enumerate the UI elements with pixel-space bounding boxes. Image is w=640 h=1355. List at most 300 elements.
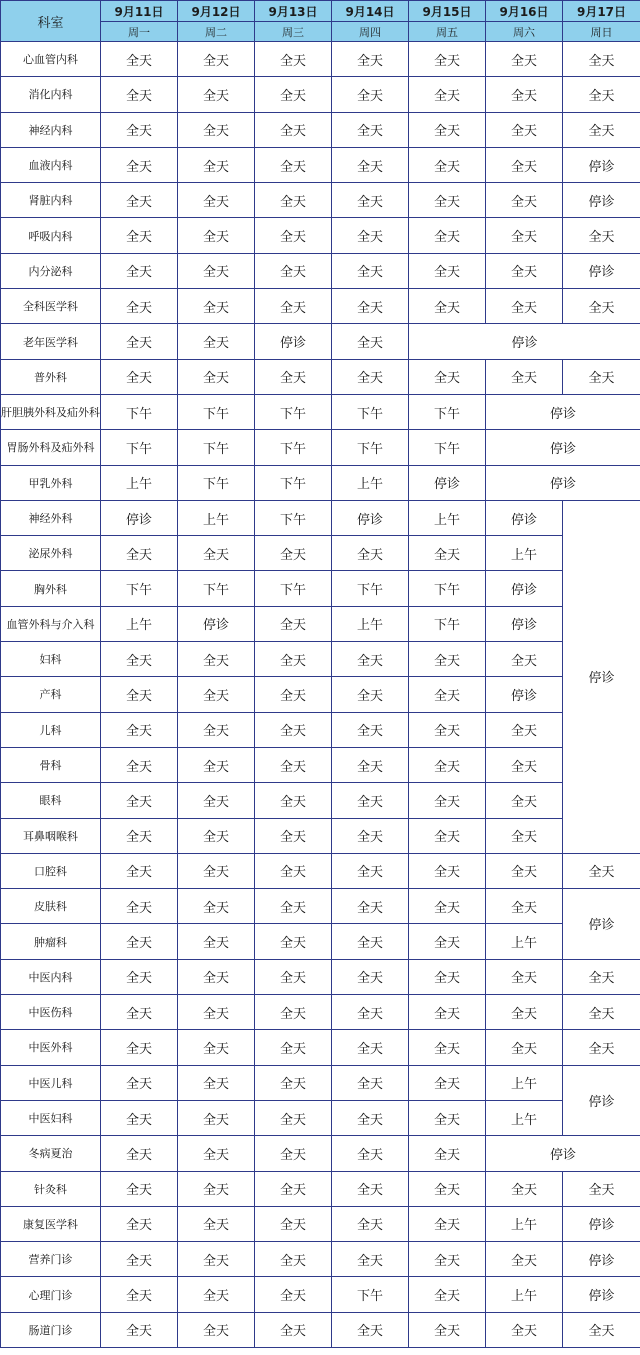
schedule-cell: 全天 [486, 77, 563, 112]
table-row [1, 818, 640, 853]
schedule-cell: 全天 [178, 183, 255, 218]
schedule-cell: 下午 [255, 465, 332, 500]
date-header: 9月17日 [563, 1, 640, 22]
schedule-cell: 全天 [255, 747, 332, 782]
department-name: 肿瘤科 [1, 924, 101, 959]
weekday-header: 周四 [332, 22, 409, 42]
table-row [1, 995, 640, 1030]
schedule-cell: 上午 [332, 606, 409, 641]
schedule-cell: 全天 [101, 1100, 178, 1135]
schedule-cell: 全天 [409, 253, 486, 288]
schedule-cell: 上午 [332, 465, 409, 500]
schedule-cell: 上午 [101, 465, 178, 500]
schedule-cell: 全天 [101, 995, 178, 1030]
schedule-cell: 全天 [332, 1312, 409, 1347]
department-name: 中医伤科 [1, 995, 101, 1030]
schedule-cell: 停诊 [563, 1242, 640, 1277]
table-row [1, 42, 640, 77]
schedule-cell: 全天 [486, 783, 563, 818]
table-row [1, 889, 640, 924]
schedule-cell: 全天 [486, 747, 563, 782]
weekday-header: 周日 [563, 22, 640, 42]
schedule-cell: 停诊 [563, 183, 640, 218]
schedule-cell: 停诊 [255, 324, 332, 359]
schedule-cell: 全天 [332, 253, 409, 288]
weekday-header: 周二 [178, 22, 255, 42]
schedule-cell: 全天 [255, 112, 332, 147]
dept-column-header: 科室 [1, 1, 101, 42]
table-row [1, 747, 640, 782]
department-name: 胸外科 [1, 571, 101, 606]
department-name: 中医内科 [1, 959, 101, 994]
schedule-cell: 全天 [332, 924, 409, 959]
schedule-cell: 全天 [486, 359, 563, 394]
department-name: 老年医学科 [1, 324, 101, 359]
schedule-cell: 全天 [563, 1171, 640, 1206]
schedule-cell: 全天 [101, 853, 178, 888]
schedule-cell: 停诊 [409, 465, 486, 500]
schedule-cell: 全天 [409, 1136, 486, 1171]
schedule-cell: 全天 [563, 959, 640, 994]
schedule-cell: 全天 [255, 218, 332, 253]
schedule-cell: 全天 [409, 1100, 486, 1135]
table-row [1, 77, 640, 112]
schedule-cell: 全天 [178, 289, 255, 324]
schedule-cell: 全天 [486, 642, 563, 677]
department-name: 神经内科 [1, 112, 101, 147]
table-row [1, 571, 640, 606]
schedule-cell: 全天 [332, 642, 409, 677]
department-name: 肾脏内科 [1, 183, 101, 218]
department-name: 内分泌科 [1, 253, 101, 288]
department-name: 冬病夏治 [1, 1136, 101, 1171]
schedule-cell: 全天 [563, 1030, 640, 1065]
schedule-cell: 全天 [101, 1206, 178, 1241]
schedule-cell: 全天 [409, 959, 486, 994]
schedule-cell: 全天 [332, 995, 409, 1030]
date-header: 9月13日 [255, 1, 332, 22]
schedule-cell: 全天 [101, 783, 178, 818]
schedule-cell: 下午 [332, 1277, 409, 1312]
schedule-cell: 全天 [255, 853, 332, 888]
table-row [1, 465, 640, 500]
department-name: 妇科 [1, 642, 101, 677]
department-name: 泌尿外科 [1, 536, 101, 571]
table-row [1, 853, 640, 888]
schedule-cell: 全天 [178, 1136, 255, 1171]
schedule-cell: 全天 [332, 1030, 409, 1065]
schedule-cell: 全天 [101, 1065, 178, 1100]
department-name: 中医外科 [1, 1030, 101, 1065]
table-row [1, 677, 640, 712]
schedule-cell: 全天 [332, 853, 409, 888]
table-row [1, 147, 640, 182]
weekday-header: 周五 [409, 22, 486, 42]
weekday-header: 周一 [101, 22, 178, 42]
schedule-cell: 停诊 [486, 606, 563, 641]
table-row [1, 712, 640, 747]
schedule-cell: 停诊 [409, 324, 640, 359]
schedule-cell: 全天 [178, 889, 255, 924]
schedule-cell: 全天 [409, 1312, 486, 1347]
schedule-cell: 全天 [101, 712, 178, 747]
table-row [1, 1277, 640, 1312]
schedule-cell: 全天 [178, 959, 255, 994]
schedule-cell: 停诊 [486, 500, 563, 535]
schedule-cell: 全天 [178, 1277, 255, 1312]
schedule-cell: 全天 [178, 536, 255, 571]
schedule-cell: 全天 [409, 712, 486, 747]
department-name: 神经外科 [1, 500, 101, 535]
schedule-cell: 全天 [255, 42, 332, 77]
schedule-cell: 停诊 [563, 500, 640, 853]
schedule-cell: 全天 [178, 218, 255, 253]
schedule-cell: 全天 [178, 853, 255, 888]
schedule-cell: 全天 [255, 1206, 332, 1241]
schedule-cell: 全天 [255, 1030, 332, 1065]
schedule-cell: 全天 [486, 818, 563, 853]
schedule-cell: 全天 [409, 77, 486, 112]
department-name: 胃肠外科及疝外科 [1, 430, 101, 465]
department-name: 儿科 [1, 712, 101, 747]
schedule-cell: 停诊 [486, 571, 563, 606]
schedule-cell: 下午 [255, 430, 332, 465]
schedule-cell: 停诊 [486, 430, 640, 465]
schedule-cell: 全天 [178, 818, 255, 853]
schedule-cell: 全天 [101, 253, 178, 288]
schedule-cell: 全天 [255, 924, 332, 959]
department-name: 营养门诊 [1, 1242, 101, 1277]
schedule-cell: 下午 [101, 430, 178, 465]
schedule-cell: 全天 [332, 712, 409, 747]
schedule-cell: 全天 [563, 42, 640, 77]
schedule-cell: 全天 [332, 677, 409, 712]
department-name: 呼吸内科 [1, 218, 101, 253]
schedule-cell: 全天 [486, 1030, 563, 1065]
table-row [1, 183, 640, 218]
schedule-cell: 全天 [101, 747, 178, 782]
schedule-cell: 全天 [178, 1312, 255, 1347]
schedule-cell: 下午 [255, 571, 332, 606]
schedule-cell: 全天 [409, 42, 486, 77]
schedule-cell: 全天 [486, 1242, 563, 1277]
schedule-cell: 全天 [178, 1100, 255, 1135]
schedule-cell: 全天 [332, 359, 409, 394]
schedule-cell: 全天 [332, 889, 409, 924]
schedule-cell: 全天 [101, 1277, 178, 1312]
table-row [1, 783, 640, 818]
schedule-cell: 停诊 [563, 147, 640, 182]
schedule-cell: 下午 [332, 430, 409, 465]
schedule-cell: 停诊 [486, 1136, 640, 1171]
schedule-cell: 全天 [255, 677, 332, 712]
schedule-cell: 全天 [255, 818, 332, 853]
schedule-cell: 下午 [255, 500, 332, 535]
schedule-cell: 全天 [332, 324, 409, 359]
department-name: 口腔科 [1, 853, 101, 888]
schedule-cell: 全天 [332, 1100, 409, 1135]
schedule-cell: 全天 [101, 1242, 178, 1277]
department-name: 皮肤科 [1, 889, 101, 924]
schedule-cell: 全天 [255, 959, 332, 994]
schedule-cell: 全天 [178, 677, 255, 712]
table-row [1, 359, 640, 394]
table-row [1, 1206, 640, 1241]
schedule-cell: 全天 [255, 995, 332, 1030]
schedule-cell: 全天 [255, 1100, 332, 1135]
schedule-cell: 全天 [178, 112, 255, 147]
schedule-cell: 下午 [409, 394, 486, 429]
table-row [1, 253, 640, 288]
schedule-cell: 上午 [486, 1206, 563, 1241]
schedule-cell: 全天 [332, 783, 409, 818]
schedule-cell: 全天 [332, 218, 409, 253]
schedule-cell: 全天 [178, 1242, 255, 1277]
schedule-cell: 全天 [486, 289, 563, 324]
schedule-cell: 全天 [178, 712, 255, 747]
date-header: 9月16日 [486, 1, 563, 22]
schedule-cell: 全天 [332, 1171, 409, 1206]
table-row [1, 112, 640, 147]
schedule-cell: 全天 [101, 147, 178, 182]
schedule-cell: 全天 [101, 889, 178, 924]
schedule-cell: 下午 [332, 394, 409, 429]
schedule-cell: 全天 [486, 712, 563, 747]
schedule-cell: 全天 [486, 995, 563, 1030]
schedule-cell: 全天 [101, 324, 178, 359]
schedule-cell: 全天 [101, 818, 178, 853]
department-name: 眼科 [1, 783, 101, 818]
schedule-cell: 全天 [332, 183, 409, 218]
schedule-cell: 全天 [332, 1242, 409, 1277]
schedule-cell: 全天 [332, 1206, 409, 1241]
schedule-cell: 全天 [409, 783, 486, 818]
schedule-cell: 全天 [409, 924, 486, 959]
schedule-header [1, 1, 640, 42]
schedule-cell: 全天 [178, 359, 255, 394]
schedule-cell: 全天 [486, 959, 563, 994]
schedule-cell: 全天 [255, 359, 332, 394]
schedule-cell: 全天 [255, 783, 332, 818]
schedule-cell: 下午 [178, 465, 255, 500]
schedule-cell: 全天 [101, 1030, 178, 1065]
department-name: 心理门诊 [1, 1277, 101, 1312]
schedule-cell: 停诊 [563, 1206, 640, 1241]
department-name: 肝胆胰外科及疝外科 [1, 394, 101, 429]
schedule-cell: 全天 [178, 642, 255, 677]
schedule-cell: 全天 [101, 289, 178, 324]
table-row [1, 324, 640, 359]
schedule-cell: 上午 [409, 500, 486, 535]
date-header: 9月12日 [178, 1, 255, 22]
schedule-cell: 停诊 [486, 465, 640, 500]
table-row [1, 289, 640, 324]
schedule-cell: 下午 [178, 571, 255, 606]
schedule-cell: 全天 [563, 1312, 640, 1347]
schedule-cell: 全天 [178, 253, 255, 288]
schedule-cell: 停诊 [486, 394, 640, 429]
schedule-cell: 停诊 [101, 500, 178, 535]
schedule-cell: 全天 [101, 642, 178, 677]
schedule-cell: 全天 [486, 253, 563, 288]
schedule-cell: 全天 [486, 112, 563, 147]
table-row [1, 500, 640, 535]
schedule-cell: 全天 [563, 112, 640, 147]
schedule-cell: 全天 [409, 147, 486, 182]
table-row [1, 1030, 640, 1065]
schedule-cell: 上午 [486, 1277, 563, 1312]
schedule-cell: 全天 [409, 1030, 486, 1065]
schedule-cell: 全天 [178, 924, 255, 959]
schedule-cell: 全天 [409, 995, 486, 1030]
schedule-cell: 全天 [409, 642, 486, 677]
schedule-cell: 全天 [101, 42, 178, 77]
table-row [1, 218, 640, 253]
schedule-cell: 全天 [409, 112, 486, 147]
schedule-cell: 全天 [332, 1065, 409, 1100]
schedule-cell: 全天 [255, 1242, 332, 1277]
department-name: 甲乳外科 [1, 465, 101, 500]
schedule-cell: 全天 [332, 536, 409, 571]
department-name: 耳鼻咽喉科 [1, 818, 101, 853]
schedule-cell: 全天 [101, 183, 178, 218]
date-header: 9月14日 [332, 1, 409, 22]
schedule-cell: 全天 [409, 818, 486, 853]
schedule-cell: 全天 [255, 1065, 332, 1100]
schedule-cell: 全天 [563, 218, 640, 253]
schedule-cell: 全天 [101, 77, 178, 112]
department-name: 消化内科 [1, 77, 101, 112]
table-row [1, 642, 640, 677]
schedule-cell: 停诊 [563, 253, 640, 288]
schedule-cell: 全天 [332, 42, 409, 77]
schedule-cell: 全天 [486, 218, 563, 253]
table-row [1, 1065, 640, 1100]
schedule-cell: 全天 [409, 1065, 486, 1100]
schedule-cell: 全天 [409, 183, 486, 218]
schedule-cell: 全天 [486, 1171, 563, 1206]
schedule-cell: 全天 [178, 324, 255, 359]
schedule-cell: 全天 [486, 42, 563, 77]
schedule-cell: 全天 [101, 112, 178, 147]
schedule-cell: 全天 [178, 747, 255, 782]
table-row [1, 430, 640, 465]
schedule-cell: 上午 [486, 924, 563, 959]
schedule-cell: 全天 [178, 77, 255, 112]
department-name: 心血管内科 [1, 42, 101, 77]
schedule-cell: 全天 [255, 1312, 332, 1347]
schedule-cell: 下午 [409, 430, 486, 465]
schedule-cell: 全天 [486, 889, 563, 924]
table-row [1, 1171, 640, 1206]
schedule-cell: 停诊 [563, 1065, 640, 1136]
date-header: 9月15日 [409, 1, 486, 22]
schedule-cell: 全天 [101, 359, 178, 394]
schedule-cell: 全天 [178, 783, 255, 818]
schedule-cell: 全天 [486, 147, 563, 182]
schedule-cell: 全天 [409, 1242, 486, 1277]
schedule-cell: 下午 [409, 606, 486, 641]
schedule-cell: 全天 [409, 1277, 486, 1312]
schedule-cell: 全天 [101, 536, 178, 571]
schedule-cell: 全天 [255, 147, 332, 182]
schedule-cell: 全天 [332, 959, 409, 994]
schedule-cell: 下午 [178, 430, 255, 465]
schedule-cell: 全天 [563, 359, 640, 394]
department-name: 普外科 [1, 359, 101, 394]
schedule-cell: 全天 [563, 77, 640, 112]
schedule-cell: 全天 [255, 1136, 332, 1171]
department-name: 中医儿科 [1, 1065, 101, 1100]
table-row [1, 959, 640, 994]
schedule-cell: 全天 [409, 289, 486, 324]
schedule-cell: 停诊 [563, 1277, 640, 1312]
schedule-cell: 全天 [332, 77, 409, 112]
schedule-cell: 上午 [486, 536, 563, 571]
schedule-cell: 全天 [255, 77, 332, 112]
table-row [1, 394, 640, 429]
schedule-cell: 全天 [332, 747, 409, 782]
schedule-cell: 全天 [563, 853, 640, 888]
table-row [1, 1136, 640, 1171]
schedule-cell: 全天 [409, 536, 486, 571]
table-row [1, 606, 640, 641]
schedule-cell: 全天 [101, 924, 178, 959]
date-header: 9月11日 [101, 1, 178, 22]
schedule-cell: 全天 [255, 183, 332, 218]
schedule-cell: 全天 [178, 1065, 255, 1100]
date-row [1, 1, 640, 22]
schedule-cell: 全天 [178, 1206, 255, 1241]
schedule-cell: 下午 [101, 571, 178, 606]
schedule-cell: 全天 [255, 642, 332, 677]
schedule-cell: 全天 [101, 1312, 178, 1347]
schedule-cell: 上午 [486, 1100, 563, 1135]
schedule-cell: 全天 [409, 218, 486, 253]
department-name: 全科医学科 [1, 289, 101, 324]
schedule-cell: 全天 [101, 677, 178, 712]
schedule-cell: 全天 [178, 1171, 255, 1206]
schedule-cell: 全天 [178, 42, 255, 77]
schedule-cell: 全天 [255, 606, 332, 641]
department-name: 康复医学科 [1, 1206, 101, 1241]
schedule-cell: 全天 [178, 995, 255, 1030]
weekday-header: 周六 [486, 22, 563, 42]
department-name: 产科 [1, 677, 101, 712]
table-row [1, 1312, 640, 1347]
schedule-cell: 全天 [486, 853, 563, 888]
schedule-cell: 全天 [255, 253, 332, 288]
schedule-cell: 全天 [332, 112, 409, 147]
schedule-cell: 下午 [332, 571, 409, 606]
schedule-cell: 停诊 [332, 500, 409, 535]
schedule-cell: 全天 [255, 1171, 332, 1206]
schedule-cell: 全天 [101, 959, 178, 994]
table-row [1, 1100, 640, 1135]
department-name: 中医妇科 [1, 1100, 101, 1135]
schedule-cell: 全天 [563, 995, 640, 1030]
schedule-cell: 全天 [101, 1136, 178, 1171]
schedule-cell: 全天 [255, 712, 332, 747]
schedule-cell: 全天 [332, 1136, 409, 1171]
schedule-cell: 全天 [332, 147, 409, 182]
schedule-cell: 全天 [409, 677, 486, 712]
schedule-cell: 停诊 [178, 606, 255, 641]
schedule-cell: 全天 [332, 289, 409, 324]
schedule-cell: 全天 [255, 889, 332, 924]
weekday-header: 周三 [255, 22, 332, 42]
schedule-cell: 全天 [178, 1030, 255, 1065]
